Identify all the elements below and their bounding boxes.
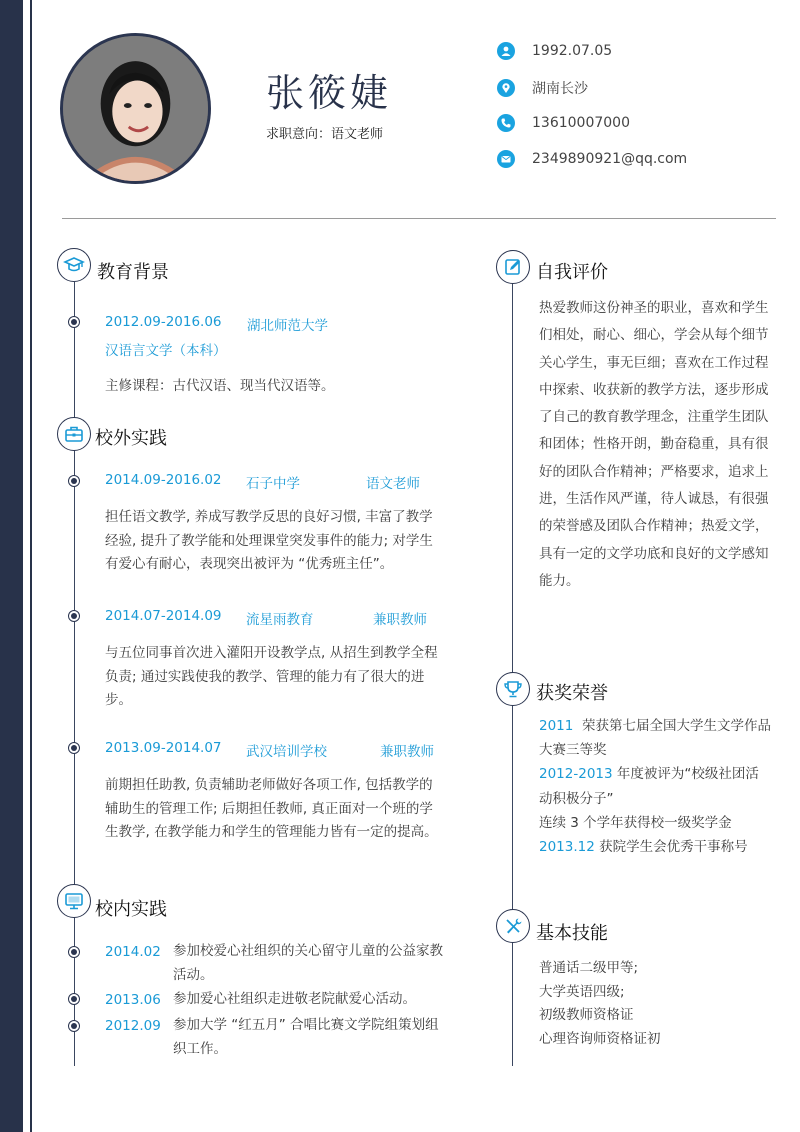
section-title-education: 教育背景 xyxy=(97,262,169,283)
skills-list xyxy=(539,957,769,1051)
education-major: 汉语言文学（本科） xyxy=(105,343,227,359)
external-org: 武汉培训学校 xyxy=(246,744,327,760)
location-icon xyxy=(497,79,515,97)
graduation-cap-icon xyxy=(57,248,91,282)
self-eval-text: 热爱教师这份神圣的职业，喜欢和学生们相处，耐心、细心，学会从每个细节关心学生，事无巨细；喜欢在工作过程中探索、收获新的教学方法，逐步形成了自己的教育教学理念，注重学生团队和团体；性格开朗，勤奋稳重，具有很好的团队合作精神；严格要求，追求上进，生活作风严谨，待人诚恳，有很强的荣誉感及团队合作精神；热爱文学，具有一定的文学功底和良好的文学感知能力。 xyxy=(539,300,769,589)
education-courses: 主修课程：古代汉语、现当代汉语等。 xyxy=(105,378,335,394)
section-title-self-eval: 自我评价 xyxy=(536,262,608,283)
contact-location xyxy=(497,78,588,98)
skill-item: 普通话二级甲等; xyxy=(539,960,639,976)
education-period: 2012.09-2016.06 xyxy=(105,314,222,330)
timeline-dot xyxy=(68,946,80,958)
external-desc: 前期担任助教, 负责辅助老师做好各项工作, 包括教学的辅助生的管理工作; 后期担任教师, 真正面对一个班的学生教学, 在教学能力和学生的管理能力皆有一定的提高。 xyxy=(105,777,438,840)
job-intention xyxy=(266,123,383,142)
section-title-external: 校外实践 xyxy=(95,428,167,449)
internal-date: 2013.06 xyxy=(105,992,161,1008)
external-period: 2013.09-2014.07 xyxy=(105,740,222,756)
timeline-dot xyxy=(68,742,80,754)
timeline-dot xyxy=(68,475,80,487)
award-item xyxy=(539,714,771,762)
timeline-dot xyxy=(68,993,80,1005)
section-title-skills: 基本技能 xyxy=(536,923,608,944)
job-label: 求职意向： xyxy=(266,127,332,142)
contact-email xyxy=(497,150,687,168)
internal-text: 参加校爱心社组织的关心留守儿童的公益家教活动。 xyxy=(173,943,443,983)
section-title-internal: 校内实践 xyxy=(95,899,167,920)
external-desc: 与五位同事首次进入灌阳开设教学点, 从招生到教学全程负责; 通过实践使我的教学、管理的能力有了很大的进步。 xyxy=(105,645,438,708)
section-title-awards: 获奖荣誉 xyxy=(536,683,608,704)
internal-text: 参加大学 “红五月” 合唱比赛文学院组策划组织工作。 xyxy=(173,1017,439,1057)
skill-item: 初级教师资格证 xyxy=(539,1007,634,1023)
education-school: 湖北师范大学 xyxy=(247,318,328,334)
external-period: 2014.09-2016.02 xyxy=(105,472,222,488)
monitor-icon xyxy=(57,884,91,918)
external-period: 2014.07-2014.09 xyxy=(105,608,222,624)
birthdate-text: 1992.07.05 xyxy=(532,43,613,59)
candidate-name: 张筱婕 xyxy=(266,71,393,115)
phone-text: 13610007000 xyxy=(532,115,630,131)
trophy-icon xyxy=(496,672,530,706)
person-icon xyxy=(497,42,515,60)
briefcase-icon xyxy=(57,417,91,451)
job-value: 语文老师 xyxy=(331,127,384,142)
award-year: 2012-2013 xyxy=(539,766,613,783)
external-org: 石子中学 xyxy=(246,476,300,492)
award-year: 2013.12 xyxy=(539,839,595,856)
award-text: 荣获第七届全国大学生文学作品大赛三等奖 xyxy=(539,718,771,759)
left-accent-line xyxy=(30,0,32,1132)
skill-item: 心理咨询师资格证初 xyxy=(539,1030,661,1047)
email-text: 2349890921@qq.com xyxy=(532,151,688,167)
award-item xyxy=(539,835,771,859)
edit-note-icon xyxy=(496,250,530,284)
left-accent-bar xyxy=(0,0,23,1132)
header-divider xyxy=(62,218,776,219)
contact-phone xyxy=(497,114,630,132)
timeline-dot xyxy=(68,316,80,328)
internal-date: 2012.09 xyxy=(105,1018,161,1034)
contact-birthdate xyxy=(497,42,612,60)
skill-item: 大学英语四级; xyxy=(539,983,625,1000)
award-text: 获院学生会优秀干事称号 xyxy=(599,839,748,856)
award-year: 2011 xyxy=(539,718,574,734)
external-role: 兼职教师 xyxy=(380,744,434,760)
internal-date: 2014.02 xyxy=(105,944,161,960)
timeline-dot xyxy=(68,610,80,622)
external-role: 语文老师 xyxy=(366,476,420,492)
portrait-photo xyxy=(63,36,208,181)
award-item xyxy=(539,811,771,835)
awards-list xyxy=(539,714,771,859)
internal-text: 参加爱心社组织走进敬老院献爱心活动。 xyxy=(173,991,416,1007)
award-item xyxy=(539,762,771,810)
location-text: 湖南长沙 xyxy=(532,81,588,97)
external-desc: 担任语文教学, 养成写教学反思的良好习惯, 丰富了教学经验, 提升了教学能和处理课堂突发事件的能力; 对学生有爱心有耐心，表现突出被评为 “优秀班主任”。 xyxy=(105,509,433,572)
external-org: 流星雨教育 xyxy=(246,612,314,628)
tools-icon xyxy=(496,909,530,943)
award-text: 年度被评为“校级社团活动积极分子” xyxy=(539,766,759,807)
avatar xyxy=(60,33,211,184)
mail-icon xyxy=(497,150,515,168)
award-text: 连续 3 个学年获得校一级奖学金 xyxy=(539,814,732,831)
external-role: 兼职教师 xyxy=(373,612,427,628)
timeline-dot xyxy=(68,1020,80,1032)
phone-icon xyxy=(497,114,515,132)
